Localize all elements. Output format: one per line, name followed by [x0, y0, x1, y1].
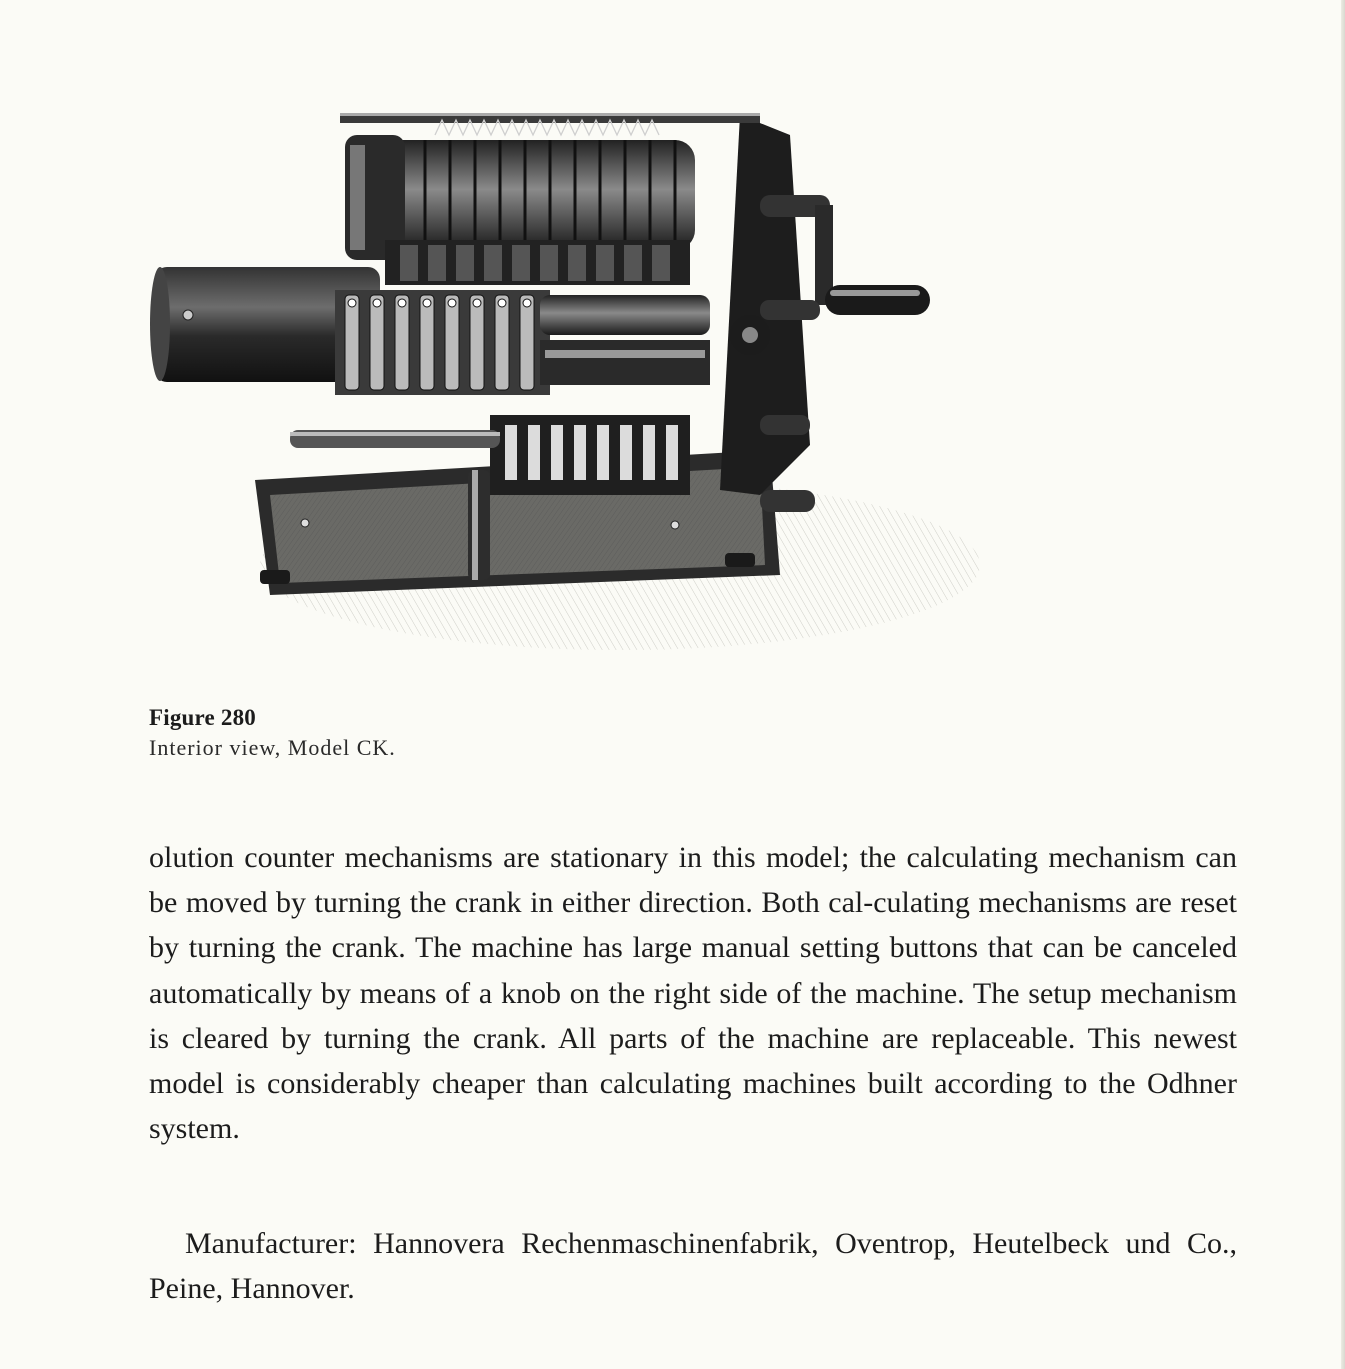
- figure-number: Figure 280: [149, 705, 256, 730]
- figure-description: Interior view, Model CK.: [149, 735, 396, 760]
- figure-caption: [149, 703, 849, 763]
- manufacturer-paragraph: Manufacturer: Hannovera Rechenmaschinenfabrik, Oventrop, Heutelbeck und Co., Peine, Hannover.: [149, 1227, 1237, 1305]
- machine-illustration: [150, 95, 980, 675]
- body-paragraph: olution counter mechanisms are stationary in this model; the calculating mechanism can be moved by turning the crank in either direction. Both cal-culating mechanisms are reset by turning the crank. The machine has large manual setting buttons that can be canceled automatically by means of a knob on the right side of the machine. The setup mechanism is cleared by turning the crank. All parts of the machine are replaceable. This newest model is considerably cheaper than calculating machines built according to the Odhner system.: [149, 841, 1237, 1146]
- page-edge: [1341, 0, 1345, 1369]
